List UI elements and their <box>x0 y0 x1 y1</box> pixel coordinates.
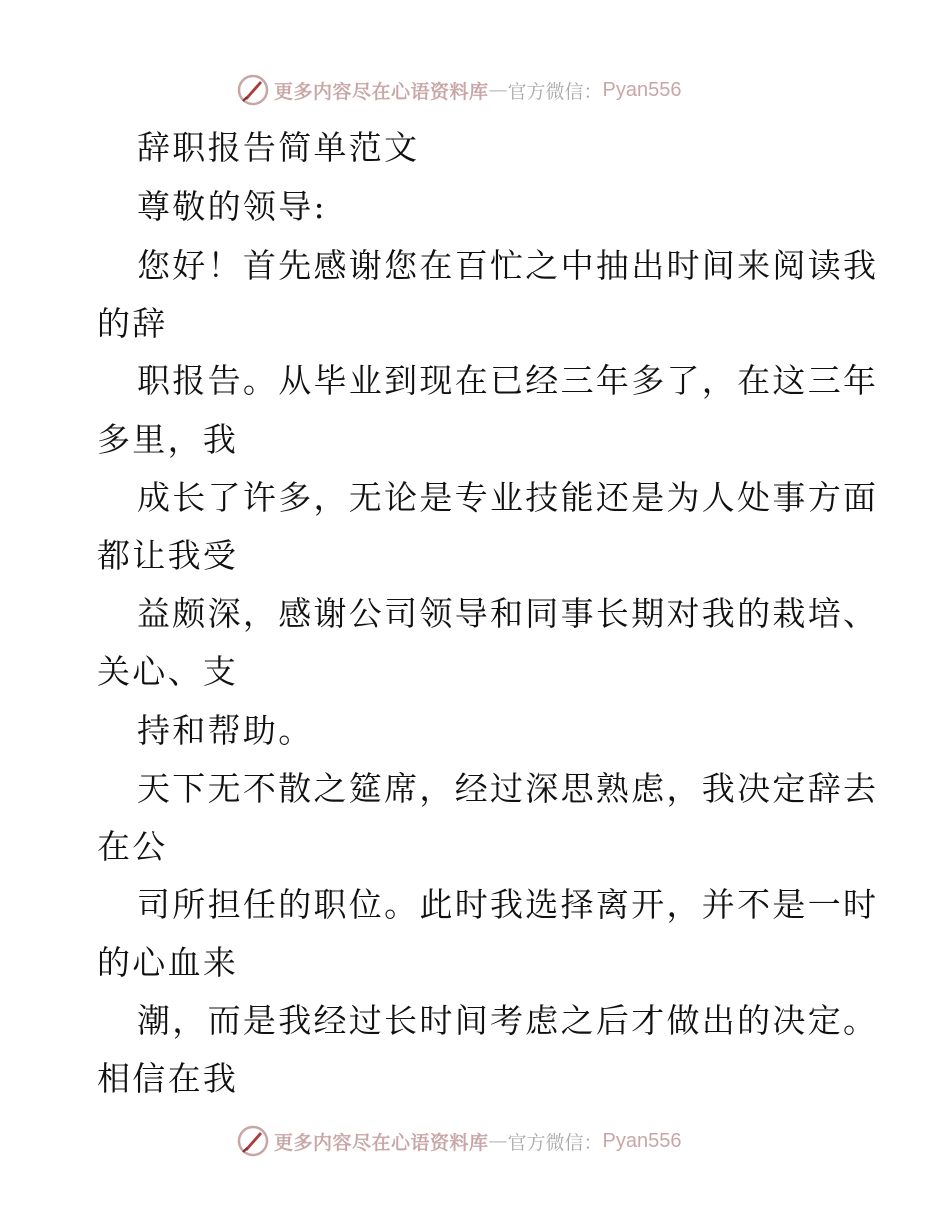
watermark-separator: — <box>488 1130 508 1152</box>
text-line: 关心、支 <box>97 652 239 691</box>
feather-pen-logo-icon <box>236 1124 270 1158</box>
text-line: 职报告。从毕业到现在已经三年多了，在这三年 <box>137 361 879 400</box>
text-line: 多里，我 <box>97 420 239 459</box>
salutation: 尊敬的领导: <box>137 187 327 226</box>
watermark-site-text: 更多内容尽在心语资料库 <box>274 80 489 103</box>
feather-pen-logo-icon <box>236 73 270 107</box>
watermark-site-text: 更多内容尽在心语资料库 <box>274 1131 489 1154</box>
text-line: 的辞 <box>97 304 168 343</box>
text-line: 在公 <box>97 827 168 866</box>
header-watermark <box>236 70 682 110</box>
watermark-label: 官方微信： <box>507 1131 603 1154</box>
text-line: 潮，而是我经过长时间考虑之后才做出的决定。 <box>137 1001 879 1040</box>
text-line: 成长了许多，无论是专业技能还是为人处事方面 <box>137 478 879 517</box>
text-line: 司所担任的职位。此时我选择离开，并不是一时 <box>137 885 879 924</box>
text-line: 相信在我 <box>97 1059 239 1098</box>
watermark-separator: — <box>488 79 508 101</box>
text-line: 持和帮助。 <box>137 711 314 750</box>
text-line: 益颇深，感谢公司领导和同事长期对我的栽培、 <box>137 594 879 633</box>
document-title: 辞职报告简单范文 <box>137 128 420 167</box>
text-line: 的心血来 <box>97 943 239 982</box>
text-line: 您好！首先感谢您在百忙之中抽出时间来阅读我 <box>137 246 879 285</box>
watermark-label: 官方微信： <box>507 80 603 103</box>
text-line: 都让我受 <box>97 536 239 575</box>
text-line: 天下无不散之筵席，经过深思熟虑，我决定辞去 <box>137 769 879 808</box>
watermark-wechat-id: Pyan556 <box>602 78 682 101</box>
footer-watermark <box>236 1121 682 1161</box>
watermark-wechat-id: Pyan556 <box>602 1129 682 1152</box>
